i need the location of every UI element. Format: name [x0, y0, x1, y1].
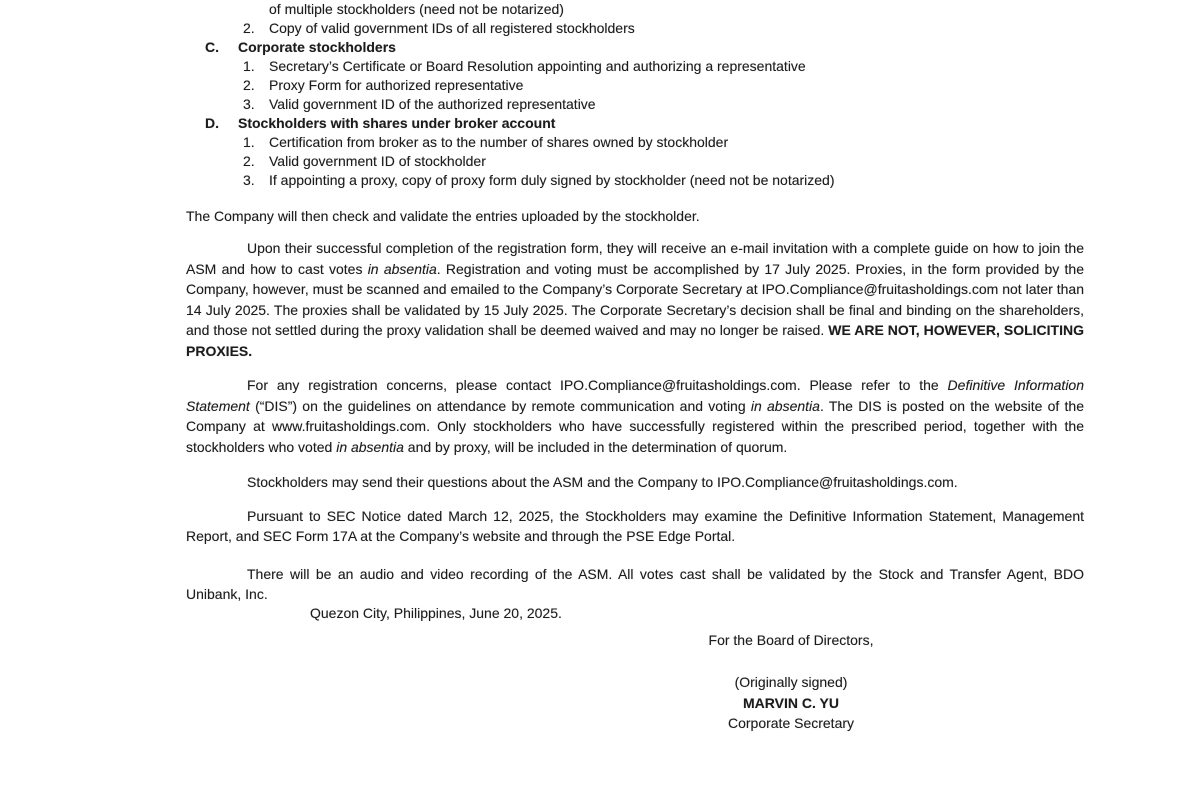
signatory-title: Corporate Secretary [727, 715, 855, 731]
list-item-text: Proxy Form for authorized representative [269, 77, 524, 93]
paragraph-registration-concerns [186, 375, 1084, 457]
place-and-date-line: Quezon City, Philippines, June 20, 2025. [310, 604, 562, 621]
paragraph-segment: (“DIS”) on the guidelines on attendance by remote communication and voting [249, 397, 751, 414]
signature-salutation: For the Board of Directors, [708, 631, 874, 648]
list-item [186, 57, 1084, 76]
paragraph-recording: There will be an audio and video recording of the ASM. All votes cast shall be validated by the Stock and Transfer Agent, BDO Unibank, Inc. [186, 565, 1084, 602]
list-item-number: 3. [243, 96, 255, 112]
paragraph-segment-bold: WE ARE NOT, HOWEVER, SOLICITING PROXIES. [186, 322, 1084, 359]
section-title: Stockholders with shares under broker account [238, 115, 556, 131]
list-item-text: Secretary’s Certificate or Board Resolution appointing and authorizing a representative [269, 58, 806, 74]
paragraph-registration-voting [186, 238, 1084, 361]
paragraph-sec-notice: Pursuant to SEC Notice dated March 12, 2025, the Stockholders may examine the Definitive Information Statement, Management Report, and SEC Form 17A at the Company’s website and through the PSE Edge Portal. [186, 507, 1084, 544]
paragraph-segment-italic: Definitive Information Statement [186, 377, 1085, 414]
document-page [186, 0, 1084, 734]
section-c-heading [186, 38, 1084, 57]
list-item [186, 133, 1084, 152]
section-title: Corporate stockholders [238, 39, 396, 55]
originally-signed-note: (Originally signed) [734, 674, 848, 690]
list-item-text: of multiple stockholders (need not be notarized) [269, 1, 564, 17]
list-item [186, 95, 1084, 114]
list-item-number: 2. [243, 20, 255, 36]
section-letter: C. [205, 39, 219, 55]
list-item-text: Valid government ID of stockholder [269, 153, 486, 169]
paragraph-validation-note: The Company will then check and validate the entries uploaded by the stockholder. [186, 208, 700, 224]
signatory-name: MARVIN C. YU [743, 694, 839, 711]
paragraph-segment: . Registration and voting must be accomplished by 17 July 2025. Proxies, in the form provided by the Company, however, must be scanned and emailed to the Company’s Corporate Secretary at IPO.Compliance@fruitasholdings.com not later than 14 July 2025. The proxies shall be validated by 15 July 2025. The Corporate Secretary’s decision shall be final and binding on the shareholders, and those not settled during the proxy validation shall be deemed waived and may no longer be raised. [186, 260, 1084, 338]
signature-spacer [641, 650, 941, 672]
list-item-number: 2. [243, 77, 255, 93]
list-item-text: Valid government ID of the authorized representative [269, 96, 596, 112]
list-item [186, 19, 1084, 38]
section-d-heading [186, 114, 1084, 133]
section-letter: D. [205, 115, 219, 131]
paragraph-segment-italic: in absentia [750, 397, 820, 414]
list-item-text: Copy of valid government IDs of all registered stockholders [269, 20, 635, 36]
list-item-continuation [186, 0, 1084, 19]
paragraph-segment: and by proxy, will be included in the determination of quorum. [403, 438, 788, 455]
paragraph-questions: Stockholders may send their questions about the ASM and the Company to IPO.Compliance@fruitasholdings.com. [247, 474, 958, 490]
paragraph-segment: For any registration concerns, please contact IPO.Compliance@fruitasholdings.com. Please refer to the [247, 377, 948, 393]
list-item [186, 171, 1084, 190]
paragraph-segment: . The DIS is posted on the website of the Company at www.fruitasholdings.com. Only stockholders who have successfully registered within the prescribed period, together with the stockholders who voted [186, 397, 1085, 455]
list-item-number: 1. [243, 58, 255, 74]
paragraph-segment-italic: in absentia [367, 260, 437, 277]
paragraph-segment-italic: in absentia [336, 438, 404, 455]
list-item-text: Certification from broker as to the number of shares owned by stockholder [269, 134, 729, 150]
list-item-text: If appointing a proxy, copy of proxy form duly signed by stockholder (need not be notarized) [269, 172, 835, 188]
signature-block [641, 630, 941, 734]
requirements-checklist [186, 0, 1084, 190]
list-item [186, 76, 1084, 95]
paragraph-segment: Upon their successful completion of the registration form, they will receive an e-mail invitation with a complete guide on how to join the ASM and how to cast votes [186, 240, 1084, 277]
list-item-number: 2. [243, 153, 255, 169]
list-item-number: 3. [243, 172, 255, 188]
list-item-number: 1. [243, 134, 255, 150]
list-item [186, 152, 1084, 171]
